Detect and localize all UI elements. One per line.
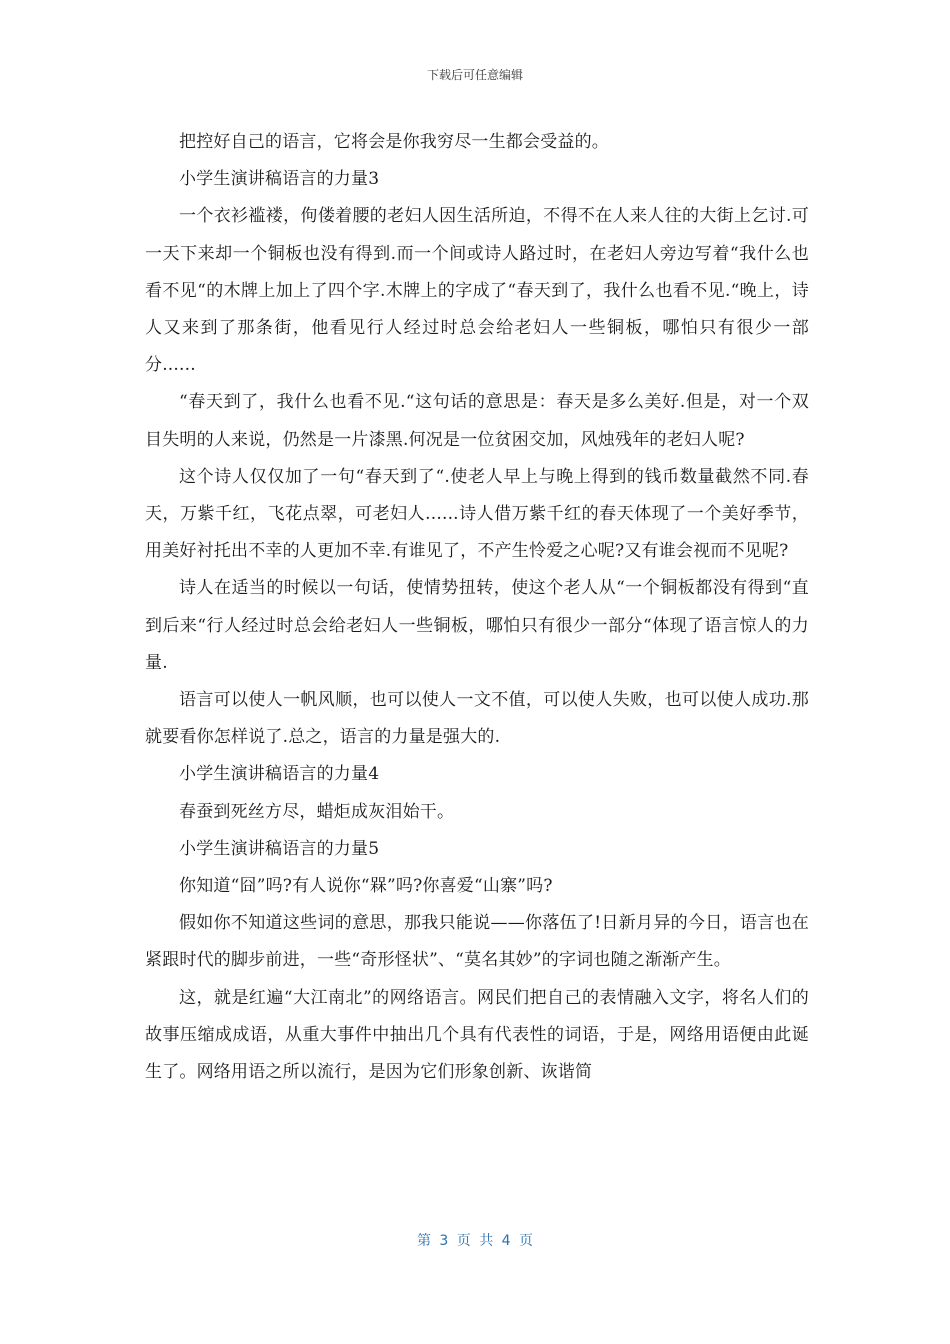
paragraph: 语言可以使人一帆风顺，也可以使人一文不值，可以使人失败，也可以使人成功.那就要看你怎样说了.总之，语言的力量是强大的.: [145, 690, 809, 748]
paragraph: 诗人在适当的时候以一句话，使情势扭转，使这个老人从“一个铜板都没有得到“直到后来“行人经过时总会给老妇人一些铜板，哪怕只有很少一部分“体现了语言惊人的力量.: [145, 578, 809, 673]
page-header: 下载后可任意编辑: [426, 68, 523, 82]
paragraph: 把控好自己的语言，它将会是你我穷尽一生都会受益的。: [179, 132, 609, 152]
paragraph: 这，就是红遍“大江南北”的网络语言。网民们把自己的表情融入文字，将名人们的故事压缩成成语，从重大事件中抽出几个具有代表性的词语，于是，网络用语便由此诞生了。网络用语之所以流行，是因为它们形象创新、诙谐简: [145, 987, 809, 1083]
paragraph: 假如你不知道这些词的意思，那我只能说——你落伍了!日新月异的今日，语言也在紧跟时代的脚步前进，一些“奇形怪状”、“莫名其妙”的字词也随之渐渐产生。: [145, 913, 809, 971]
section-heading: 小学生演讲稿语言的力量5: [179, 838, 380, 859]
paragraph: 一个衣衫褴褛，佝偻着腰的老妇人因生活所迫，不得不在人来人往的大街上乞讨.可一天下来却一个铜板也没有得到.而一个间或诗人路过时，在老妇人旁边写着“我什么也看不见“的木牌上加上了四个字.木牌上的字成了“春天到了，我什么也看不见.“晚上，诗人又来到了那条街，他看见行人经过时总会给老妇人一些铜板，哪怕只有很少一部分......: [145, 206, 809, 376]
paragraph: 你知道“囧”吗?有人说你“槑”吗?你喜爱“山寨”吗?: [179, 876, 553, 897]
paragraph: 这个诗人仅仅加了一句“春天到了“.使老人早上与晚上得到的钱币数量截然不同.春天，万紫千红，飞花点翠，可老妇人......诗人借万紫千红的春天体现了一个美好季节，用美好衬托出不幸的人更加不幸.有谁见了，不产生怜爱之心呢?又有谁会视而不见呢?: [145, 466, 809, 562]
section-heading: 小学生演讲稿语言的力量3: [179, 169, 380, 190]
paragraph: “春天到了，我什么也看不见.“这句话的意思是：春天是多么美好.但是，对一个双目失明的人来说，仍然是一片漆黑.何况是一位贫困交加，风烛残年的老妇人呢?: [145, 392, 809, 450]
paragraph: 春蚕到死丝方尽，蜡炬成灰泪始干。: [179, 801, 455, 822]
document-body: [145, 124, 809, 1091]
section-heading: 小学生演讲稿语言的力量4: [179, 764, 380, 785]
page-footer: 第 3 页 共 4 页: [416, 1233, 534, 1249]
